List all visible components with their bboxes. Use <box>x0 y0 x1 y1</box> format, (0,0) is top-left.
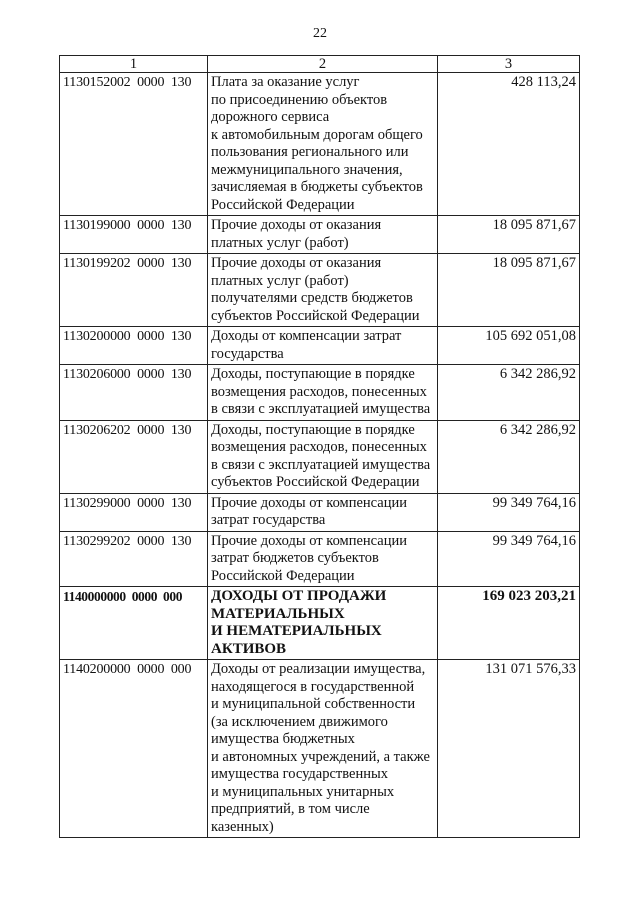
row-code: 1130206202 0000 130 <box>60 420 208 493</box>
row-code: 1130152002 0000 130 <box>60 73 208 216</box>
row-name: Доходы, поступающие в порядке возмещения расходов, понесенных в связи с эксплуатацией имущества субъектов Российской Федерации <box>208 420 438 493</box>
table-row <box>60 73 580 216</box>
row-code: 1130199000 0000 130 <box>60 216 208 254</box>
row-code: 1130200000 0000 130 <box>60 327 208 365</box>
table-row <box>60 327 580 365</box>
row-name: Доходы от компенсации затрат государства <box>208 327 438 365</box>
column-header-code: 1 <box>60 56 208 73</box>
row-code: 1130299202 0000 130 <box>60 531 208 587</box>
row-name: Доходы, поступающие в порядке возмещения расходов, понесенных в связи с эксплуатацией имущества <box>208 365 438 421</box>
row-code: 1130206000 0000 130 <box>60 365 208 421</box>
revenue-table <box>59 55 580 838</box>
row-code: 1140200000 0000 000 <box>60 660 208 838</box>
row-sum: 18 095 871,67 <box>438 254 580 327</box>
table-row <box>60 660 580 838</box>
table-row <box>60 493 580 531</box>
row-sum: 105 692 051,08 <box>438 327 580 365</box>
column-header-name: 2 <box>208 56 438 73</box>
row-code: 1130299000 0000 130 <box>60 493 208 531</box>
row-name: Доходы от реализации имущества, находящегося в государственной и муниципальной собственности (за исключением движимого имущества бюджетных и автономных учреждений, а также имущества государственных и муниципальных унитарных предприятий, в том числе казенных) <box>208 660 438 838</box>
row-code: 1140000000 0000 000 <box>60 587 208 660</box>
table-row <box>60 531 580 587</box>
table-row <box>60 254 580 327</box>
row-sum: 99 349 764,16 <box>438 493 580 531</box>
row-sum: 169 023 203,21 <box>438 587 580 660</box>
column-header-sum: 3 <box>438 56 580 73</box>
table-body <box>60 73 580 838</box>
row-name: Плата за оказание услуг по присоединению объектов дорожного сервиса к автомобильным дорогам общего пользования регионального или межмуниципального значения, зачисляемая в бюджеты субъектов Российской Федерации <box>208 73 438 216</box>
table-row <box>60 365 580 421</box>
table-row-section-heading <box>60 587 580 660</box>
row-sum: 6 342 286,92 <box>438 365 580 421</box>
row-name: Прочие доходы от компенсации затрат государства <box>208 493 438 531</box>
row-name: Прочие доходы от оказания платных услуг (работ) получателями средств бюджетов субъектов Российской Федерации <box>208 254 438 327</box>
row-sum: 131 071 576,33 <box>438 660 580 838</box>
row-name: Прочие доходы от компенсации затрат бюджетов субъектов Российской Федерации <box>208 531 438 587</box>
row-sum: 99 349 764,16 <box>438 531 580 587</box>
row-code: 1130199202 0000 130 <box>60 254 208 327</box>
row-name: Прочие доходы от оказания платных услуг (работ) <box>208 216 438 254</box>
row-sum: 18 095 871,67 <box>438 216 580 254</box>
page-number: 22 <box>313 26 327 41</box>
row-name: ДОХОДЫ ОТ ПРОДАЖИ МАТЕРИАЛЬНЫХ И НЕМАТЕРИАЛЬНЫХ АКТИВОВ <box>208 587 438 660</box>
row-sum: 428 113,24 <box>438 73 580 216</box>
table-row <box>60 216 580 254</box>
row-sum: 6 342 286,92 <box>438 420 580 493</box>
table-header-row <box>60 56 580 73</box>
table-row <box>60 420 580 493</box>
